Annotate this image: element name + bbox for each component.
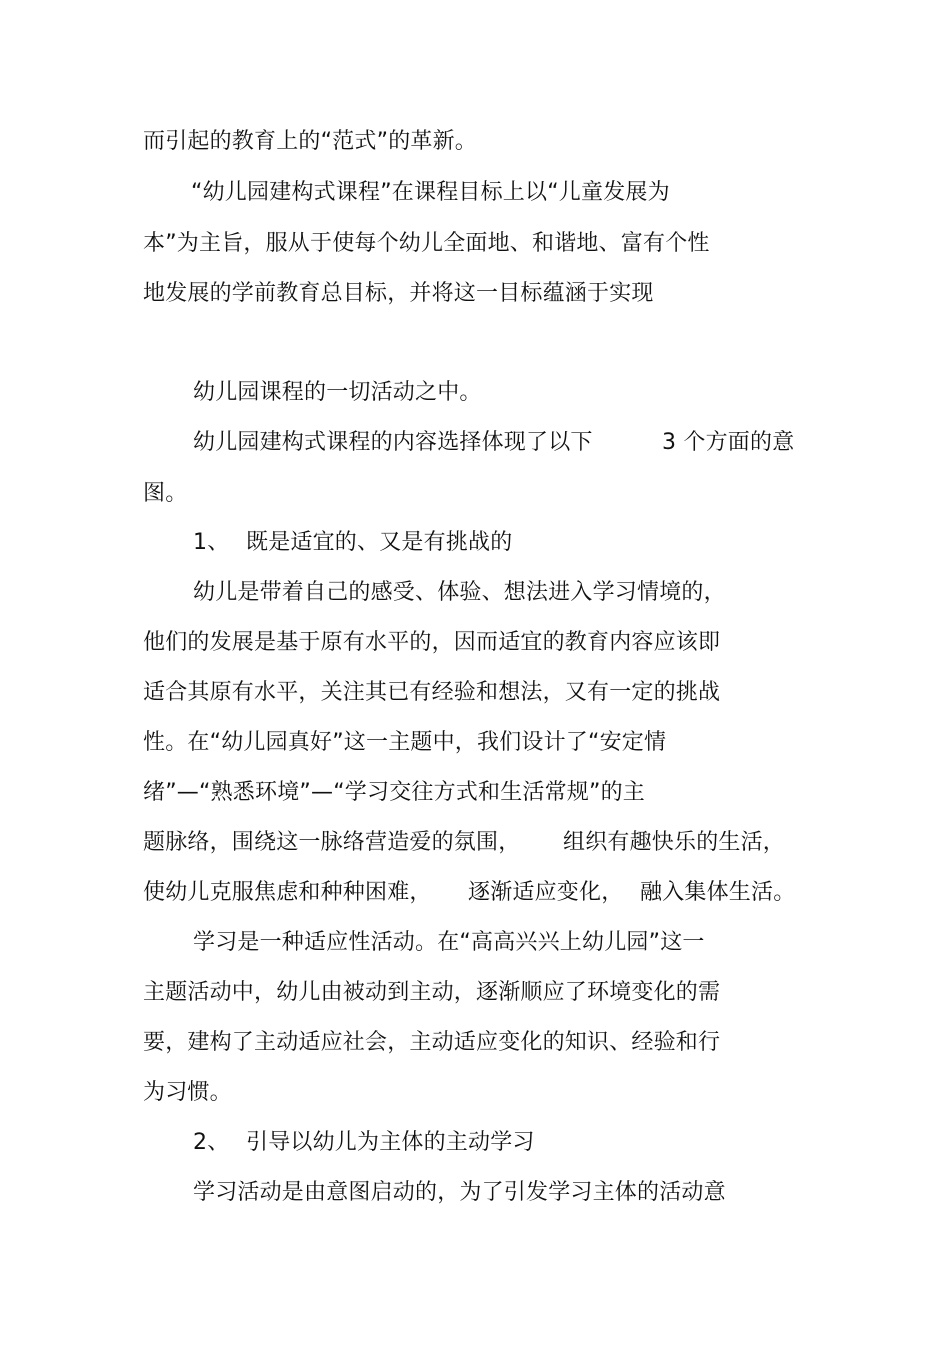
text-line: 为习惯。 xyxy=(143,1080,232,1105)
section-number: 1、 xyxy=(193,530,230,555)
text-line: 本”为主旨，服从于使每个幼儿全面地、和谐地、富有个性 xyxy=(143,231,710,256)
text-line: 组织有趣快乐的生活， xyxy=(563,830,786,855)
text-line: 主题活动中，幼儿由被动到主动，逐渐顺应了环境变化的需 xyxy=(143,980,721,1005)
text-line: 他们的发展是基于原有水平的，因而适宜的教育内容应该即 xyxy=(143,630,721,655)
text-line: 幼儿园建构式课程的内容选择体现了以下 xyxy=(193,430,593,455)
text-line: 地发展的学前教育总目标，并将这一目标蕴涵于实现 xyxy=(143,281,654,306)
text-line: 适合其原有水平，关注其已有经验和想法，又有一定的挑战 xyxy=(143,680,721,705)
section-number: 2、 xyxy=(193,1130,230,1155)
text-line: 学习是一种适应性活动。在“高高兴兴上幼儿园”这一 xyxy=(193,930,705,955)
text-line: 逐渐适应变化， xyxy=(468,880,624,905)
text-line: “幼儿园建构式课程”在课程目标上以“儿童发展为 xyxy=(191,180,670,205)
section-heading: 既是适宜的、又是有挑战的 xyxy=(246,530,513,555)
text-line: 幼儿园课程的一切活动之中。 xyxy=(193,380,482,405)
section-heading: 引导以幼儿为主体的主动学习 xyxy=(246,1130,535,1155)
text-line: 幼儿是带着自己的感受、体验、想法进入学习情境的， xyxy=(193,580,726,605)
text-line: 使幼儿克服焦虑和种种困难， xyxy=(143,880,432,905)
text-line: 题脉络，围绕这一脉络营造爱的氛围， xyxy=(143,830,521,855)
text-line: 而引起的教育上的“范式”的革新。 xyxy=(143,129,477,154)
text-line: 要，建构了主动适应社会，主动适应变化的知识、经验和行 xyxy=(143,1030,721,1055)
text-line: 绪”—“熟悉环境”—“学习交往方式和生活常规”的主 xyxy=(143,780,645,805)
text-line: 融入集体生活。 xyxy=(640,880,796,905)
text-line: 学习活动是由意图启动的，为了引发学习主体的活动意 xyxy=(193,1180,726,1205)
text-line: 性。在“幼儿园真好”这一主题中，我们设计了“安定情 xyxy=(143,730,667,755)
text-line: 图。 xyxy=(143,481,188,506)
text-line: 3 个方面的意 xyxy=(662,430,795,455)
